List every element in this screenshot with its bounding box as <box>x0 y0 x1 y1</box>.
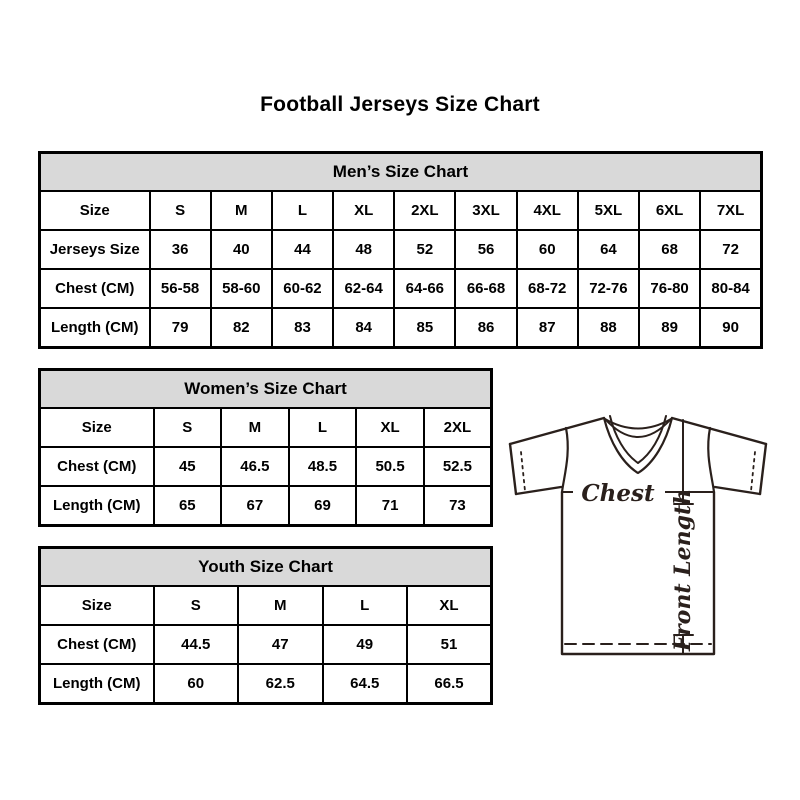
table-row <box>40 191 762 230</box>
table-cell: 89 <box>639 308 700 348</box>
table-row <box>40 664 492 704</box>
column-header: XL <box>356 408 424 447</box>
table-cell: 60-62 <box>272 269 333 308</box>
column-header: S <box>150 191 211 230</box>
row-header: Jerseys Size <box>40 230 150 269</box>
page-title: Football Jerseys Size Chart <box>260 93 540 116</box>
table-cell: 85 <box>394 308 455 348</box>
table-row <box>40 308 762 348</box>
table-cell: 64.5 <box>323 664 408 704</box>
table-cell: 79 <box>150 308 211 348</box>
table-cell: 87 <box>517 308 578 348</box>
row-header: Chest (CM) <box>40 447 154 486</box>
table-row <box>40 447 492 486</box>
row-header: Length (CM) <box>40 664 154 704</box>
row-header: Chest (CM) <box>40 625 154 664</box>
row-header: Chest (CM) <box>40 269 150 308</box>
table-row <box>40 230 762 269</box>
column-header: XL <box>407 586 492 625</box>
column-header: 4XL <box>517 191 578 230</box>
row-header: Size <box>40 408 154 447</box>
column-header: M <box>211 191 272 230</box>
table-cell: 72-76 <box>578 269 639 308</box>
table-cell: 60 <box>517 230 578 269</box>
table-cell: 48.5 <box>289 447 357 486</box>
table-cell: 65 <box>154 486 222 526</box>
row-header: Size <box>40 586 154 625</box>
table-cell: 62.5 <box>238 664 323 704</box>
mens-size-chart-table <box>38 151 763 349</box>
column-header: L <box>289 408 357 447</box>
column-header: 7XL <box>700 191 761 230</box>
table-row <box>40 486 492 526</box>
table-cell: 46.5 <box>221 447 289 486</box>
table-cell: 44 <box>272 230 333 269</box>
column-header: M <box>238 586 323 625</box>
table-cell: 86 <box>455 308 516 348</box>
column-header: M <box>221 408 289 447</box>
table-cell: 69 <box>289 486 357 526</box>
row-header: Length (CM) <box>40 308 150 348</box>
table-cell: 73 <box>424 486 492 526</box>
front-length-measure-label: Front Length <box>670 488 696 652</box>
table-cell: 56-58 <box>150 269 211 308</box>
chest-measure-label: Chest <box>581 480 655 507</box>
table-cell: 72 <box>700 230 761 269</box>
table-cell: 80-84 <box>700 269 761 308</box>
youth-size-chart-table <box>38 546 493 705</box>
column-header: 5XL <box>578 191 639 230</box>
table-cell: 83 <box>272 308 333 348</box>
table-row <box>40 625 492 664</box>
table-cell: 51 <box>407 625 492 664</box>
table-cell: 76-80 <box>639 269 700 308</box>
column-header: S <box>154 408 222 447</box>
table-row <box>40 408 492 447</box>
womens-table-title: Women’s Size Chart <box>40 370 492 409</box>
column-header: S <box>154 586 239 625</box>
mens-table-title: Men’s Size Chart <box>40 153 762 192</box>
table-cell: 67 <box>221 486 289 526</box>
table-cell: 82 <box>211 308 272 348</box>
table-cell: 50.5 <box>356 447 424 486</box>
table-cell: 64 <box>578 230 639 269</box>
table-cell: 52.5 <box>424 447 492 486</box>
column-header: L <box>323 586 408 625</box>
row-header: Length (CM) <box>40 486 154 526</box>
table-row <box>40 269 762 308</box>
table-cell: 48 <box>333 230 394 269</box>
column-header: XL <box>333 191 394 230</box>
table-cell: 36 <box>150 230 211 269</box>
table-cell: 56 <box>455 230 516 269</box>
table-cell: 45 <box>154 447 222 486</box>
table-cell: 68-72 <box>517 269 578 308</box>
row-header: Size <box>40 191 150 230</box>
table-cell: 71 <box>356 486 424 526</box>
table-cell: 66-68 <box>455 269 516 308</box>
table-cell: 64-66 <box>394 269 455 308</box>
table-cell: 62-64 <box>333 269 394 308</box>
column-header: 6XL <box>639 191 700 230</box>
table-cell: 40 <box>211 230 272 269</box>
youth-table-title: Youth Size Chart <box>40 548 492 587</box>
column-header: 2XL <box>424 408 492 447</box>
table-cell: 66.5 <box>407 664 492 704</box>
womens-size-chart-table <box>38 368 493 527</box>
column-header: 3XL <box>455 191 516 230</box>
table-cell: 84 <box>333 308 394 348</box>
column-header: L <box>272 191 333 230</box>
jersey-outline-icon <box>503 408 773 660</box>
table-cell: 44.5 <box>154 625 239 664</box>
table-cell: 52 <box>394 230 455 269</box>
table-cell: 60 <box>154 664 239 704</box>
table-cell: 58-60 <box>211 269 272 308</box>
table-cell: 88 <box>578 308 639 348</box>
table-cell: 49 <box>323 625 408 664</box>
table-cell: 90 <box>700 308 761 348</box>
column-header: 2XL <box>394 191 455 230</box>
table-cell: 47 <box>238 625 323 664</box>
table-cell: 68 <box>639 230 700 269</box>
table-row <box>40 586 492 625</box>
jersey-measurement-diagram <box>503 408 773 660</box>
